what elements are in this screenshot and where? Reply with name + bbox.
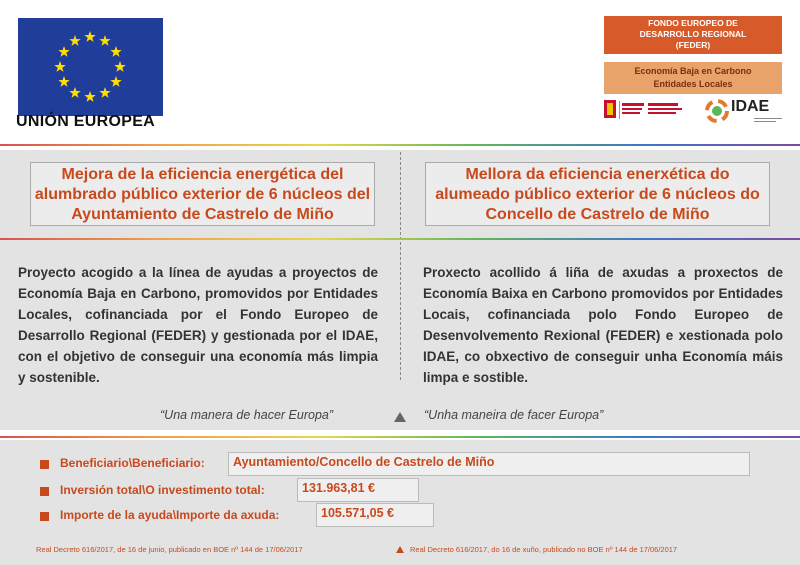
body-spanish: Proyecto acogido a la línea de ayudas a proyectos de Economía Baja en Carbono, promovidos por Entidades Locales, cofinanciada por el Fondo Europeo de Desarrollo Regional (FEDER) y gestionada por el IDAE, con el objetivo de conseguir una economía más limpia y sostenible.: [18, 265, 378, 385]
motto-galician: “Unha maneira de facer Europa”: [424, 408, 604, 422]
inversion-label: Inversión total\O investimento total:: [60, 483, 265, 497]
feder-title-line: FONDO EUROPEO DE: [648, 18, 738, 28]
feder-title-line: (FEDER): [675, 40, 711, 50]
body-galician: Proxecto acollido á liña de axudas a proxectos de Economía Baixa en Carbono promovidos por Entidades Locais, cofinanciada polo Fondo Europeo de Desenvolvemento Rexional (FEDER) e xestionada polo IDAE, co obxectivo de conseguir unha Economía máis limpa e sostible.: [423, 265, 783, 385]
feder-title-line: DESARROLLO REGIONAL: [639, 29, 747, 39]
bullet-square-icon: [40, 460, 49, 469]
motto-row: [0, 408, 800, 428]
eu-star-icon: [114, 61, 125, 72]
eu-star-icon: [84, 31, 95, 42]
title-galician: Mellora da eficiencia enerxética do alumeado público exterior de 6 núcleos do Concello de Castrelo de Miño: [425, 162, 770, 226]
eu-star-icon: [69, 87, 80, 98]
beneficiario-value: Ayuntamiento/Concello de Castrelo de Miño: [228, 452, 750, 476]
ayuda-label: Importe de la ayuda\Importe da axuda:: [60, 508, 280, 522]
feder-title-box: [604, 16, 782, 54]
eu-star-icon: [110, 76, 121, 87]
eu-label: UNIÓN EUROPEA: [16, 113, 156, 130]
eu-star-icon: [99, 87, 110, 98]
footer: [0, 545, 800, 561]
eu-star-icon: [58, 76, 69, 87]
bullet-square-icon: [40, 512, 49, 521]
bullet-square-icon: [40, 487, 49, 496]
beneficiario-label: Beneficiario\Beneficiario:: [60, 456, 205, 470]
title-spanish: Mejora de la eficiencia energética del alumbrado público exterior de 6 núcleos del Ayuntamiento de Castrelo de Miño: [30, 162, 375, 226]
motto-spanish: “Una manera de hacer Europa”: [160, 408, 334, 422]
inversion-value: 131.963,81 €: [297, 478, 419, 502]
ayuda-value: 105.571,05 €: [316, 503, 434, 527]
eu-star-icon: [69, 35, 80, 46]
economia-line: Entidades Locales: [653, 79, 733, 89]
column-divider: [400, 152, 402, 380]
footer-galician: Real Decreto 616/2017, do 16 de xuño, publicado no BOE nº 144 de 17/06/2017: [410, 545, 678, 554]
eu-star-icon: [99, 35, 110, 46]
color-stripe: [0, 144, 800, 146]
logos-row: [604, 98, 786, 124]
gobierno-logo-icon: [604, 98, 684, 122]
footer-spanish: Real Decreto 616/2017, de 16 de junio, publicado en BOE nº 144 de 17/06/2017: [36, 545, 303, 554]
triangle-icon: [394, 412, 406, 422]
economia-line: Economía Baja en Carbono: [634, 66, 752, 76]
triangle-icon: [396, 546, 404, 553]
idae-label: IDAE: [731, 98, 770, 115]
color-stripe: [0, 436, 800, 438]
eu-star-icon: [58, 46, 69, 57]
eu-flag: [18, 18, 163, 116]
eu-star-icon: [84, 91, 95, 102]
economia-box: [604, 62, 782, 94]
eu-star-icon: [110, 46, 121, 57]
eu-stars-icon: [18, 18, 163, 116]
color-stripe: [0, 238, 800, 240]
eu-star-icon: [54, 61, 65, 72]
